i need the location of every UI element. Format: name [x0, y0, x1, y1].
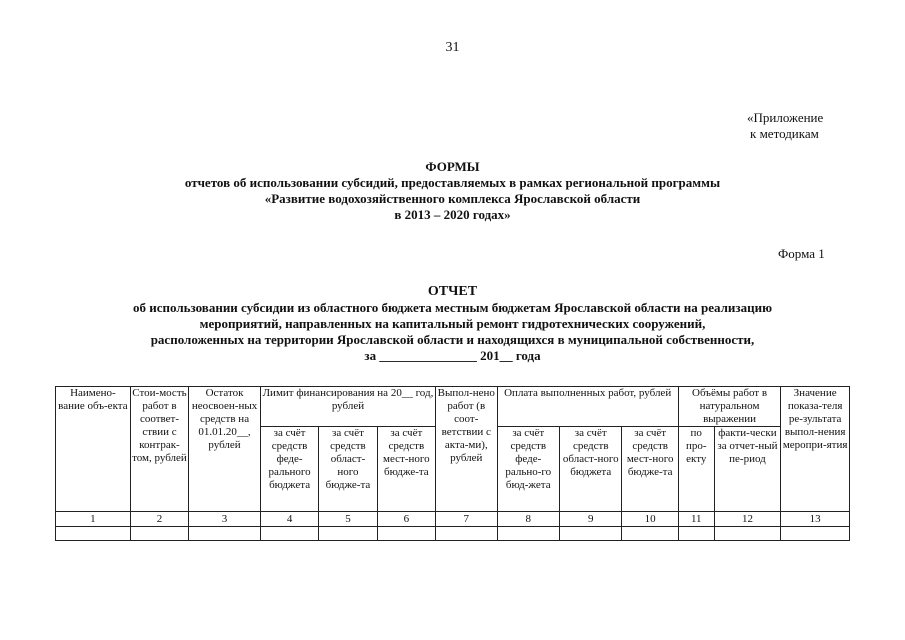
forms-subtitle-line-1: отчетов об использовании субсидий, предоставляемых в рамках региональной программы — [184, 175, 721, 190]
report-title: ОТЧЕТ — [427, 284, 478, 299]
appendix-note — [747, 110, 823, 142]
header-volumes: Объёмы работ в натуральном выражении — [678, 387, 780, 427]
empty-cell — [714, 527, 781, 541]
subheader-limit-local: за счёт средств мест-ного бюдже-та — [377, 427, 435, 512]
empty-cell — [130, 527, 188, 541]
subheader-volume-actual: факти-чески за отчет-ный пе-риод — [714, 427, 781, 512]
header-indicator: Значение показа-теля ре-зультата выпол-нения меропри-ятия — [781, 387, 850, 512]
header-remainder: Остаток неосвоен-ных средств на 01.01.20__, рублей — [189, 387, 261, 512]
empty-cell — [260, 527, 318, 541]
empty-cell — [622, 527, 678, 541]
column-number: 13 — [781, 512, 850, 527]
appendix-line-1: «Приложение — [747, 110, 824, 125]
column-number: 10 — [622, 512, 678, 527]
empty-cell — [436, 527, 497, 541]
subheader-limit-federal: за счёт средств феде-рального бюджета — [260, 427, 318, 512]
header-work-done: Выпол-нено работ (в соот-ветствии с акта-ми), рублей — [436, 387, 497, 512]
header-payment: Оплата выполненных работ, рублей — [497, 387, 678, 427]
header-object-name: Наимено-вание объ-екта — [56, 387, 131, 512]
report-heading — [0, 284, 905, 364]
table-header-row — [56, 387, 850, 427]
report-subtitle-line-2: мероприятий, направленных на капитальный ремонт гидротехнических сооружений, — [199, 316, 706, 331]
subheader-volume-project: по про-екту — [678, 427, 714, 512]
forms-title: ФОРМЫ — [425, 159, 480, 174]
empty-cell — [189, 527, 261, 541]
forms-subtitle-line-2: «Развитие водохозяйственного комплекса Ярославской области — [264, 191, 641, 206]
column-number: 12 — [714, 512, 781, 527]
empty-cell — [781, 527, 850, 541]
report-subtitle-line-1: об использовании субсидии из областного бюджета местным бюджетам Ярославской области на реализацию — [132, 300, 772, 315]
appendix-line-2: к методикам — [750, 126, 819, 141]
header-cost: Стои-мость работ в соответ-ствии с контрак-том, рублей — [130, 387, 188, 512]
header-funding-limit: Лимит финансирования на 20__ год, рублей — [260, 387, 435, 427]
column-number: 9 — [560, 512, 622, 527]
column-number: 2 — [130, 512, 188, 527]
subheader-pay-local: за счёт средств мест-ного бюдже-та — [622, 427, 678, 512]
empty-cell — [56, 527, 131, 541]
column-number-row — [56, 512, 850, 527]
column-number: 5 — [319, 512, 377, 527]
subheader-pay-regional: за счёт средств област-ного бюджета — [560, 427, 622, 512]
column-number: 3 — [189, 512, 261, 527]
column-number: 1 — [56, 512, 131, 527]
page-number: 31 — [445, 40, 460, 55]
report-subtitle-line-3: расположенных на территории Ярославской области и находящихся в муниципальной собственности, — [150, 332, 755, 347]
column-number: 7 — [436, 512, 497, 527]
empty-cell — [560, 527, 622, 541]
empty-cell — [678, 527, 714, 541]
column-number: 11 — [678, 512, 714, 527]
column-number: 6 — [377, 512, 435, 527]
empty-cell — [497, 527, 559, 541]
column-number: 8 — [497, 512, 559, 527]
empty-cell — [319, 527, 377, 541]
report-period-line: за _______________ 201__ года — [364, 348, 541, 363]
forms-heading — [0, 159, 905, 223]
subheader-limit-regional: за счёт средств област-ного бюдже-та — [319, 427, 377, 512]
empty-data-row — [56, 527, 850, 541]
empty-cell — [377, 527, 435, 541]
report-table — [55, 386, 850, 541]
forms-subtitle-line-3: в 2013 – 2020 годах» — [394, 207, 511, 222]
column-number: 4 — [260, 512, 318, 527]
subheader-pay-federal: за счёт средств феде-рально-го бюд-жета — [497, 427, 559, 512]
form-label: Форма 1 — [778, 246, 825, 261]
